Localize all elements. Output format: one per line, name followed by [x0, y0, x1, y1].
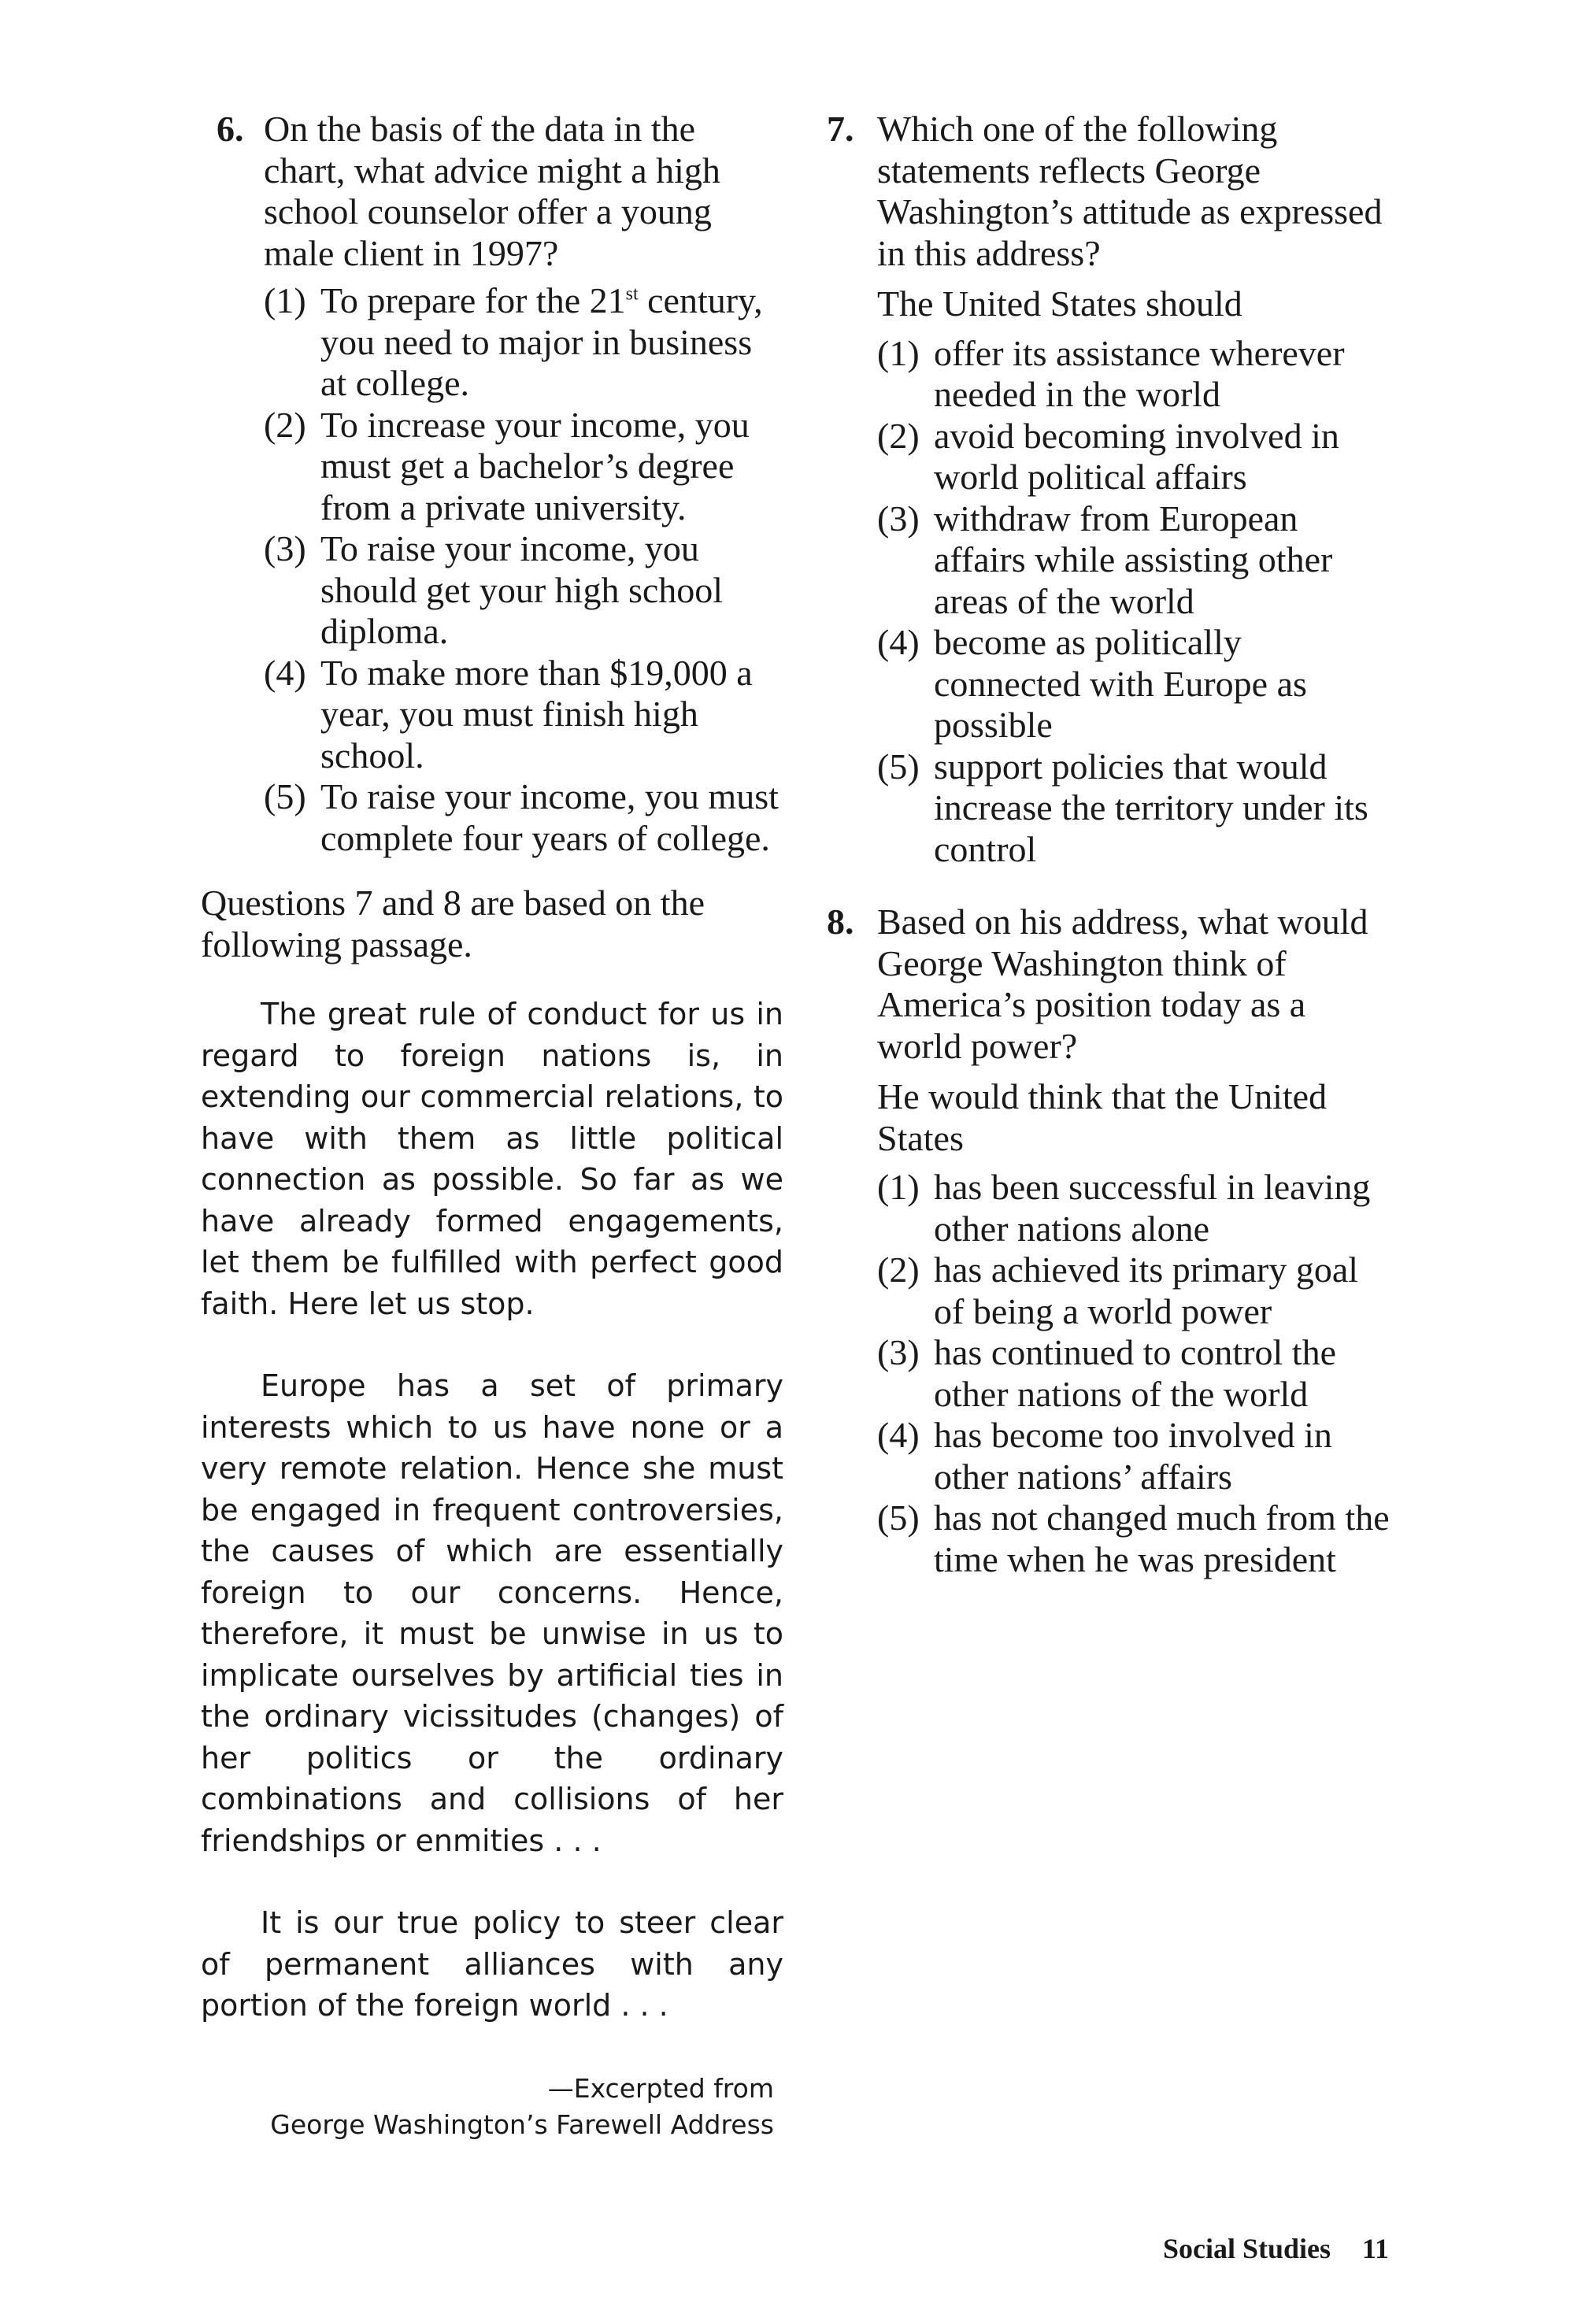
option-number: (2) [877, 415, 920, 456]
option-text: offer its assistance wherever needed in the world [934, 332, 1345, 414]
question-stem: Based on his address, what would George Washington think of America’s position today as a world power? [877, 901, 1368, 1066]
answer-option-2[interactable] [264, 405, 783, 529]
answer-options [264, 280, 783, 859]
option-text: has been successful in leaving other nations alone [934, 1167, 1371, 1249]
answer-option-4[interactable] [877, 622, 1392, 746]
passage-paragraph: The great rule of conduct for us in regard to foreign nations is, in extending our commercial relations, to have with them as little political connection as possible. So far as we have already formed engagements, let them be fulfilled with perfect good faith. Here let us stop. [201, 997, 783, 1321]
answer-option-3[interactable] [264, 528, 783, 653]
answer-option-5[interactable] [877, 1497, 1392, 1580]
option-number: (4) [264, 652, 306, 693]
attribution [201, 2071, 783, 2143]
option-text-part: century, you need to major in business at college. [320, 280, 763, 403]
answer-option-2[interactable] [877, 1249, 1392, 1332]
option-text: To raise your income, you should get your high school diploma. [320, 528, 724, 651]
option-text-part: To prepare for the 21 [320, 280, 626, 320]
option-text: support policies that would increase the territory under its control [934, 746, 1368, 869]
answer-options [877, 333, 1392, 871]
question-6 [201, 109, 783, 859]
left-column [201, 109, 783, 2143]
answer-option-3[interactable] [877, 1332, 1392, 1415]
question-stem: On the basis of the data in the chart, what advice might a high school counselor offer a young male client in 1997? [264, 109, 720, 273]
option-text: become as politically connected with Europe as possible [934, 622, 1307, 745]
option-text: withdraw from European affairs while assisting other areas of the world [934, 498, 1333, 621]
passage-paragraph: It is our true policy to steer clear of permanent alliances with any portion of the foreign world . . . [201, 1905, 783, 2023]
page-footer [1163, 2232, 1389, 2265]
answer-option-5[interactable] [877, 746, 1392, 871]
option-number: (5) [264, 776, 306, 816]
option-number: (3) [877, 498, 920, 539]
question-number: 7. [827, 109, 854, 149]
answer-options [877, 1167, 1392, 1580]
question-lead: He would think that the United States [877, 1076, 1328, 1158]
option-number: (2) [877, 1249, 920, 1290]
option-number: (5) [877, 1497, 920, 1538]
question-number: 8. [827, 901, 854, 942]
passage [201, 994, 783, 2027]
passage-intro: Questions 7 and 8 are based on the following passage. [201, 883, 705, 964]
question-8 [825, 901, 1392, 1580]
option-number: (3) [264, 528, 306, 568]
question-lead: The United States should [877, 283, 1242, 324]
footer-section-title: Social Studies [1162, 2233, 1331, 2264]
option-text: avoid becoming involved in world political affairs [934, 415, 1339, 497]
option-number: (4) [877, 622, 920, 662]
option-number: (3) [877, 1332, 920, 1372]
answer-option-1[interactable] [877, 1167, 1392, 1249]
option-text: has continued to control the other nations of the world [934, 1332, 1336, 1414]
option-number: (1) [877, 1167, 920, 1207]
option-text: has achieved its primary goal of being a world power [934, 1249, 1359, 1331]
option-number: (1) [264, 280, 306, 320]
page-number: 11 [1361, 2233, 1389, 2264]
ordinal-superscript: st [625, 283, 639, 305]
answer-option-2[interactable] [877, 416, 1392, 498]
option-text: To increase your income, you must get a bachelor’s degree from a private university. [320, 404, 750, 528]
option-text: has become too involved in other nations’ affairs [934, 1415, 1332, 1497]
option-number: (4) [877, 1415, 920, 1455]
answer-option-4[interactable] [877, 1415, 1392, 1497]
answer-option-5[interactable] [264, 776, 783, 859]
question-number: 6. [217, 109, 244, 149]
answer-option-4[interactable] [264, 653, 783, 777]
answer-option-1[interactable] [877, 333, 1392, 416]
option-text: To raise your income, you must complete four years of college. [320, 776, 779, 858]
option-text: has not changed much from the time when he was president [934, 1497, 1390, 1579]
question-7 [825, 109, 1392, 870]
option-number: (2) [264, 404, 306, 445]
right-column [825, 109, 1392, 1580]
answer-option-3[interactable] [877, 498, 1392, 623]
passage-paragraph: Europe has a set of primary interests which to us have none or a very remote relation. Hence she must be engaged in frequent controversies, the causes of which are essentially foreign to our concerns. Hence, therefore, it must be unwise in us to implicate ourselves by artificial ties in the ordinary vicissitudes (changes) of her politics or the ordinary combinations and collisions of her friendships or enmities . . . [201, 1368, 783, 1858]
option-number: (5) [877, 746, 920, 787]
question-stem: Which one of the following statements reflects George Washington’s attitude as expressed in this address? [877, 109, 1383, 273]
option-number: (1) [877, 332, 920, 373]
answer-option-1[interactable] [264, 280, 783, 405]
attribution-line: —Excerpted from [547, 2072, 774, 2104]
attribution-source: George Washington’s Farewell Address [270, 2108, 774, 2140]
option-text: To make more than $19,000 a year, you must finish high school. [320, 652, 753, 776]
